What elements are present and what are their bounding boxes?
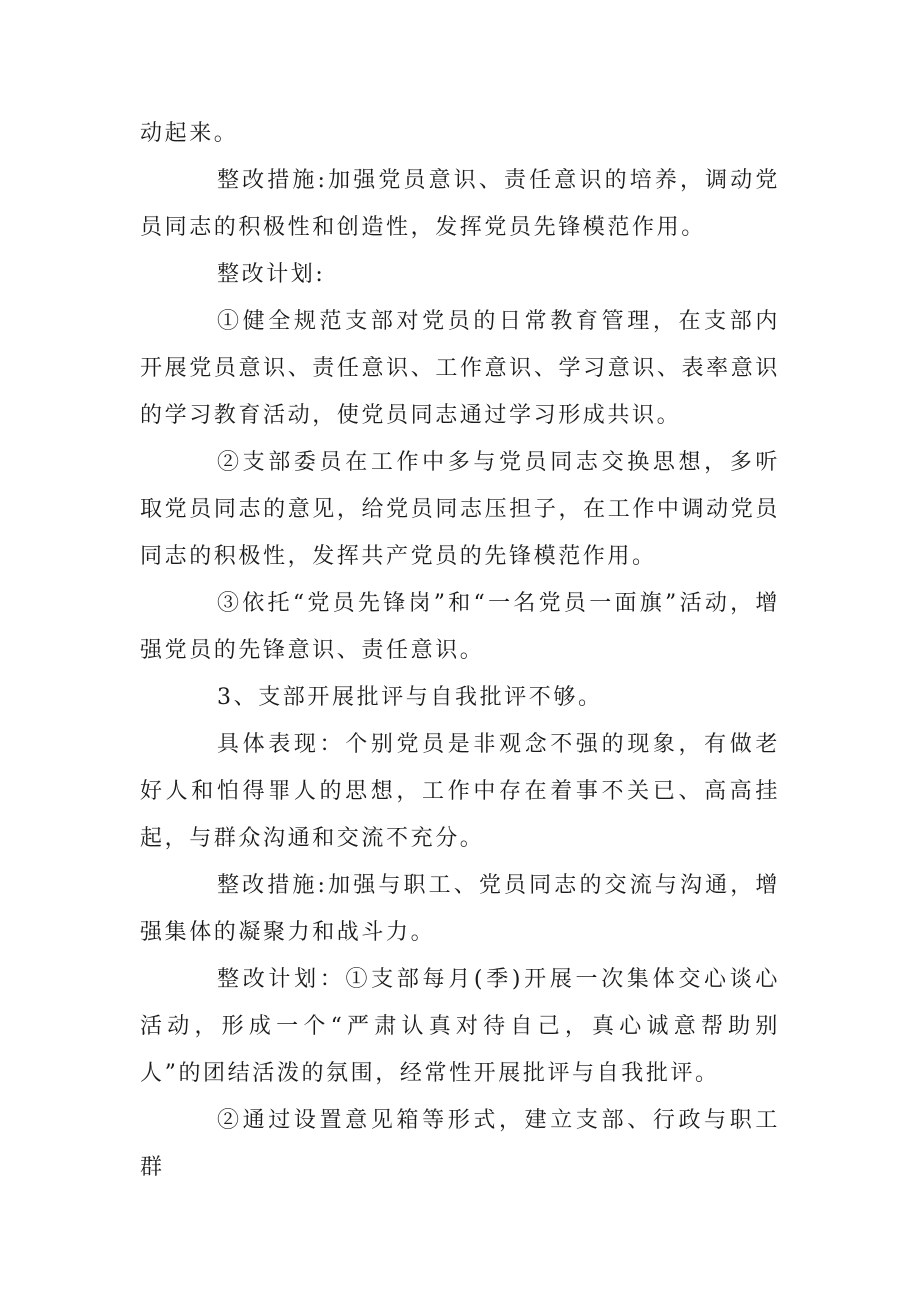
paragraph: 整改措施:加强与职工、党员同志的交流与沟通，增强集体的凝聚力和战斗力。 <box>140 873 780 945</box>
paragraph: 动起来。 <box>140 121 239 146</box>
paragraph: ③依托“党员先锋岗”和“一名党员一面旗”活动，增强党员的先锋意识、责任意识。 <box>140 591 780 663</box>
paragraph: ②通过设置意见箱等形式，建立支部、行政与职工群 <box>140 1108 780 1180</box>
paragraph: ②支部委员在工作中多与党员同志交换思想，多听取党员同志的意见，给党员同志压担子，在工作中调动党员同志的积极性，发挥共产党员的先锋模范作用。 <box>140 450 780 569</box>
paragraph: 具体表现：个别党员是非观念不强的现象，有做老好人和怕得罪人的思想，工作中存在着事不关已、高高挂起，与群众沟通和交流不充分。 <box>140 732 780 851</box>
paragraph: 3、支部开展批评与自我批评不够。 <box>217 685 603 710</box>
paragraph: 整改措施:加强党员意识、责任意识的培养，调动党员同志的积极性和创造性，发挥党员先锋模范作用。 <box>140 168 780 240</box>
document-body <box>140 110 780 1191</box>
paragraph: ①健全规范支部对党员的日常教育管理，在支部内开展党员意识、责任意识、工作意识、学习意识、表率意识的学习教育活动，使党员同志通过学习形成共识。 <box>140 309 780 428</box>
paragraph: 整改计划: <box>217 262 326 287</box>
paragraph: 整改计划：①支部每月(季)开展一次集体交心谈心活动，形成一个“严肃认真对待自己，真心诚意帮助别人”的团结活泼的氛围，经常性开展批评与自我批评。 <box>140 967 780 1086</box>
